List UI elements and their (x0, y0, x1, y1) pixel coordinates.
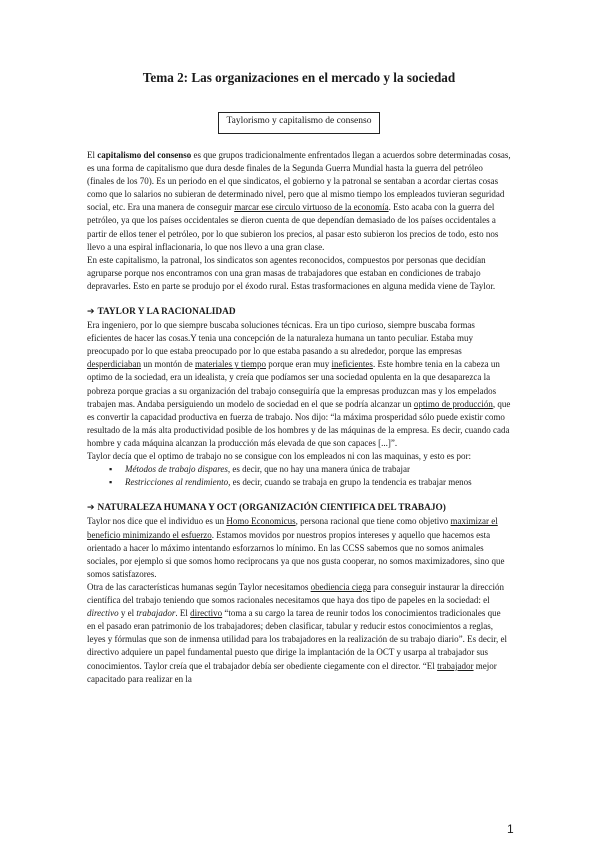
section-heading-taylor (87, 306, 511, 319)
text-run: . El (175, 608, 191, 619)
text-run: . Estamos movidos por nuestros propios intereses y aquello que hacemos esta orientado a hacer lo máximo intentando esforzarnos lo mínimo. En las CCSS sabemos que no somos animales sociales, por ejemplo si que somos homo reciprocans ya que nos gusta cooperar, no somos maximizadores, sino que somos satisfazores. (87, 529, 505, 579)
underlined-phrase: obediencia ciega (310, 581, 371, 592)
italic-term: Restricciones al rendimiento (125, 477, 229, 488)
bullet-list (87, 463, 511, 489)
text-run: Era ingeniero, por lo que siempre buscaba soluciones técnicas. Era un tipo curioso, siempre buscaba formas eficientes de hacer las cosas.Y tenia una concepción de la naturaleza humana un tanto peculiar. Estaba muy preocupado por lo que estaba preocupado por lo que estaba pasando a su alrededor, porque las empresas (87, 320, 475, 357)
underlined-phrase: ineficientes (331, 359, 373, 370)
text-run: , que es convertir la capacidad productiva en fuerza de trabajo. Nos dijo: “la máxima prosperidad sólo puede existir como resultado de la más alta productividad posible de los hombres y de las máquinas de la empresa. Es decir, cuando cada hombre y cada máquina alcanzan la producción más elevada de que son capaces [...]”. (87, 398, 511, 448)
square-bullet-icon: ▪ (109, 477, 113, 488)
subtitle-box: Taylorismo y capitalismo de consenso (218, 112, 381, 134)
underlined-phrase: marcar ese circulo virtuoso de la economía (234, 202, 389, 213)
italic-term: Métodos de trabajo dispares (125, 464, 228, 475)
taylor-paragraph-1 (87, 319, 511, 450)
text-run: Taylor nos dice que el individuo es un (87, 516, 227, 527)
text-run: , es decir, que no hay una manera única de trabajar (227, 464, 410, 475)
arrow-right-icon: ➔ (87, 503, 95, 514)
underlined-phrase: desperdiciaban (87, 359, 141, 370)
text-run: Otra de las características humanas según Taylor necesitamos (87, 581, 311, 592)
subtitle-box-wrap (87, 110, 511, 134)
text-run: , es decir, cuando se trabaja en grupo la tendencia es trabajar menos (228, 477, 472, 488)
underlined-phrase: trabajador (437, 660, 474, 671)
bold-term: capitalismo del consenso (97, 150, 192, 160)
underlined-phrase: directivo (190, 608, 223, 619)
underlined-phrase: Homo Economicus (226, 516, 296, 527)
page-number: 1 (507, 822, 514, 836)
oct-paragraph-1 (87, 515, 511, 580)
text-run: un montón de (140, 359, 195, 370)
text-run: mejor capacitado para realizar en la (87, 660, 497, 684)
text-run: porque eran muy (265, 359, 332, 370)
italic-term: trabajador (136, 608, 176, 619)
text-run: El (87, 150, 98, 160)
list-item (109, 476, 511, 489)
heading-text: NATURALEZA HUMANA Y OCT (ORGANIZACIÓN CIENTIFICA DEL TRABAJO) (97, 503, 446, 514)
intro-paragraph-1 (87, 149, 511, 254)
list-item (109, 463, 511, 476)
text-run: , persona racional que tiene como objetivo (295, 516, 451, 527)
page-content (87, 70, 511, 686)
heading-text: TAYLOR Y LA RACIONALIDAD (97, 307, 236, 318)
italic-term: directivo (87, 608, 119, 619)
arrow-right-icon: ➔ (87, 307, 95, 318)
underlined-phrase: maximizar el beneficio minimizando el esfuerzo (87, 516, 498, 540)
taylor-paragraph-2: Taylor decía que el optimo de trabajo no se consigue con los empleados ni con las maquinas, y esto es por: (87, 450, 472, 461)
text-run: . Esto acaba con la guerra del petróleo, ya que los países occidentales se dieron cuenta de que dependían demasiado de los países occidentales a partir de ellos tener el petróleo, por lo que subieron los precios, al pasar esto subieron los precios de todo, esto nos llevo a una espiral inflacionaria, lo que nos llevo a una gran clase. (87, 202, 499, 252)
intro-paragraph-2: En este capitalismo, la patronal, los sindicatos son agentes reconocidos, compuestos por personas que decidían agruparse porque nos encontramos con una gran masas de trabajadores que estaban en condiciones de trabajo depravarles. Esto en parte se produjo por el éxodo rural. Estas trasformaciones en alguna medida viene de Taylor. (87, 254, 496, 291)
underlined-phrase: materiales y tiempo (194, 359, 266, 370)
document-title: Tema 2: Las organizaciones en el mercado y la sociedad (142, 70, 456, 85)
text-run: y el (118, 608, 137, 619)
text-run: es que grupos tradicionalmente enfrentados llegan a acuerdos sobre determinadas cosas, es una forma de capitalismo que dura desde finales de la Segunda Guerra Mundial hasta la guerra del petróleo (finales de los 70). Es un periodo en el que sindicatos, el gobierno y la patronal se sentaban a acordar ciertas cosas como que lo salarios no subieran de determinado nivel, pero que al mismo tiempo los empleados tuvieran seguridad social, etc. Era una manera de conseguir (87, 150, 511, 213)
square-bullet-icon: ▪ (109, 464, 113, 475)
text-run: . Este hombre tenia en la cabeza un optimo de la sociedad, era un idealista, y creía que podíamos ser una sociedad opulenta en la que desaparezca la pobreza porque gracias a su organización del trabajo conseguiría que la empresas produzcan mas y los empelados trabajen mas. Andaba persiguiendo un modelo de sociedad en el que se podría alcanzar un (87, 359, 500, 409)
text-run: “toma a su cargo la tarea de reunir todos los conocimientos tradicionales que en el pasado eran patrimonio de los trabajadores; deben clasificar, tabular y reducir estos conocimientos a reglas, leyes y fórmulas que son de inmensa utilidad para los trabajadores en la realización de su trabajo diario”. Es decir, el directivo adquiere un papel fundamental puesto que dirige la implantación de la OCT y usarpa al trabajador sus conocimientos. Taylor creía que el trabajador debía ser obediente ciegamente con el director. “El (87, 608, 507, 671)
text-run: para conseguir instaurar la dirección científica del trabajo teniendo que somos racionales necesitamos que haya dos tipo de papeles en la sociedad: el (87, 581, 505, 606)
oct-paragraph-2 (87, 581, 511, 686)
underlined-phrase: optimo de producción (413, 398, 493, 409)
section-heading-oct (87, 502, 511, 515)
